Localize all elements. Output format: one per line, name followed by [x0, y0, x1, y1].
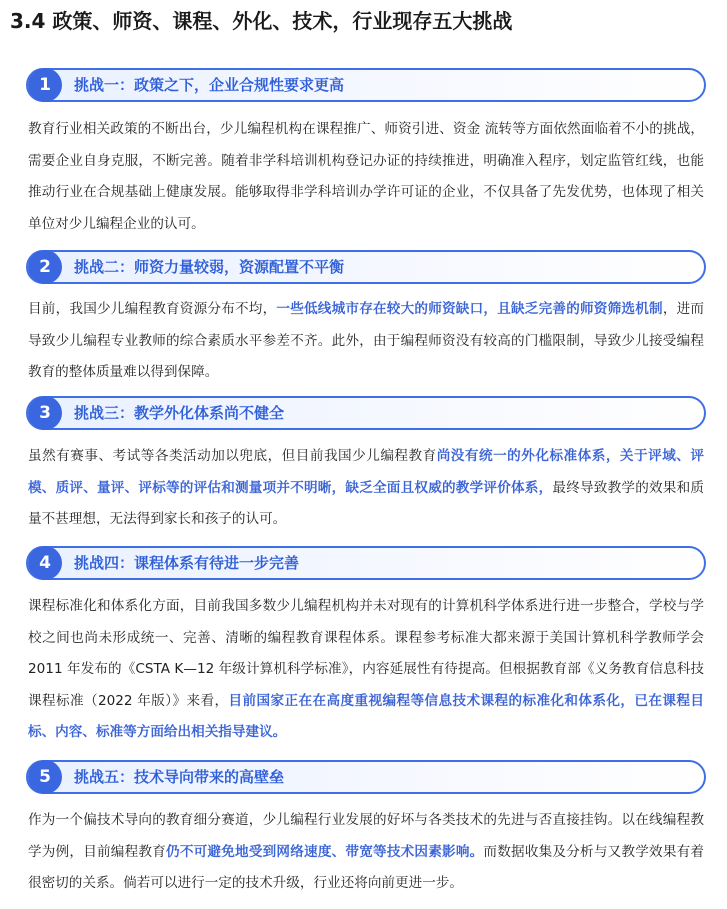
text-segment: ，进而导致少儿编程专业教师的综合素质水平参差不齐。此外，由于编程师资没有较高的门槛限制，导致少儿接受编程教育的整体质量难以得到保障。	[28, 301, 705, 380]
section-heading: 挑战二：师资力量较弱，资源配置不平衡	[74, 258, 345, 276]
page-title: 3.4 政策、师资、课程、外化、技术，行业现存五大挑战	[10, 9, 513, 33]
text-segment: 作为一个偏技术导向的教育细分赛道，少儿编程行业发展的好坏与各类技术的先进与否直接挂钩。以在线编程教学为例，目前编程教育	[28, 812, 704, 860]
section-body	[28, 591, 704, 749]
section-heading: 挑战四：课程体系有待进一步完善	[74, 554, 300, 572]
text-segment: 虽然有赛事、考试等各类活动加以兜底，但目前我国少儿编程教育	[28, 448, 437, 464]
highlighted-text: 目前国家正在在高度重视编程等信息技术课程的标准化和体系化，已在课程目标、内容、标准等方面给出相关指导建议。	[28, 692, 705, 740]
text-segment: 最终导致教学的效果和质量不甚理想，无法得到家长和孩子的认可。	[28, 479, 705, 527]
highlighted-text: 一些低线城市存在较大的师资缺口，且缺乏完善的师资筛选机制	[276, 301, 663, 317]
section-heading: 挑战一：政策之下，企业合规性要求更高	[74, 76, 345, 94]
section-number-badge: 5	[28, 760, 62, 794]
text-segment: 教育行业相关政策的不断出台，少儿编程机构在课程推广、师资引进、资金 流转等方面依然面临着不小的挑战，需要企业自身克服，不断完善。随着非学科培训机构登记办证的持续推进，明确准入程序，划定监管红线，也能推动行业在合规基础上健康发展。能够取得非学科培训办学许可证的企业，不仅具备了先发优势，也体现了相关单位对少儿编程企业的认可。	[28, 121, 704, 232]
section-body	[28, 294, 704, 389]
text-segment: 目前，我国少儿编程教育资源分布不均，	[28, 301, 277, 317]
highlighted-text: 尚没有统一的外化标准体系，关于评域、评模、质评、量评、评标等的评估和测量项并不明晰，缺乏全面且权威的教学评价体系，	[28, 448, 704, 496]
text-segment: 课程标准化和体系化方面，目前我国多数少儿编程机构并未对现有的计算机科学体系进行进一步整合，学校与学校之间也尚未形成统一、完善、清晰的编程教育课程体系。课程参考标准大都来源于美国计算机科学教师学会 2011 年发布的《CSTA K—12 年级计算机科学标准》，内容延展性有待提高。但根据教育部《义务教育信息科技课程标准（2022 年版）》来看，	[28, 598, 704, 709]
highlighted-text: 仍不可避免地受到网络速度、带宽等技术因素影响。	[166, 843, 484, 860]
section-body	[28, 114, 704, 240]
section-number-badge: 3	[28, 396, 62, 430]
section-body	[28, 805, 704, 900]
section-heading: 挑战三：教学外化体系尚不健全	[74, 404, 285, 422]
text-segment: 而数据收集及分析与又教学效果有着很密切的关系。倘若可以进行一定的技术升级，行业还将向前更进一步。	[28, 843, 705, 891]
section-heading: 挑战五：技术导向带来的高壁垒	[74, 768, 285, 786]
section-number-badge: 2	[28, 250, 62, 284]
section-number-badge: 1	[28, 68, 62, 102]
section-body	[28, 441, 704, 536]
section-number-badge: 4	[28, 546, 62, 580]
